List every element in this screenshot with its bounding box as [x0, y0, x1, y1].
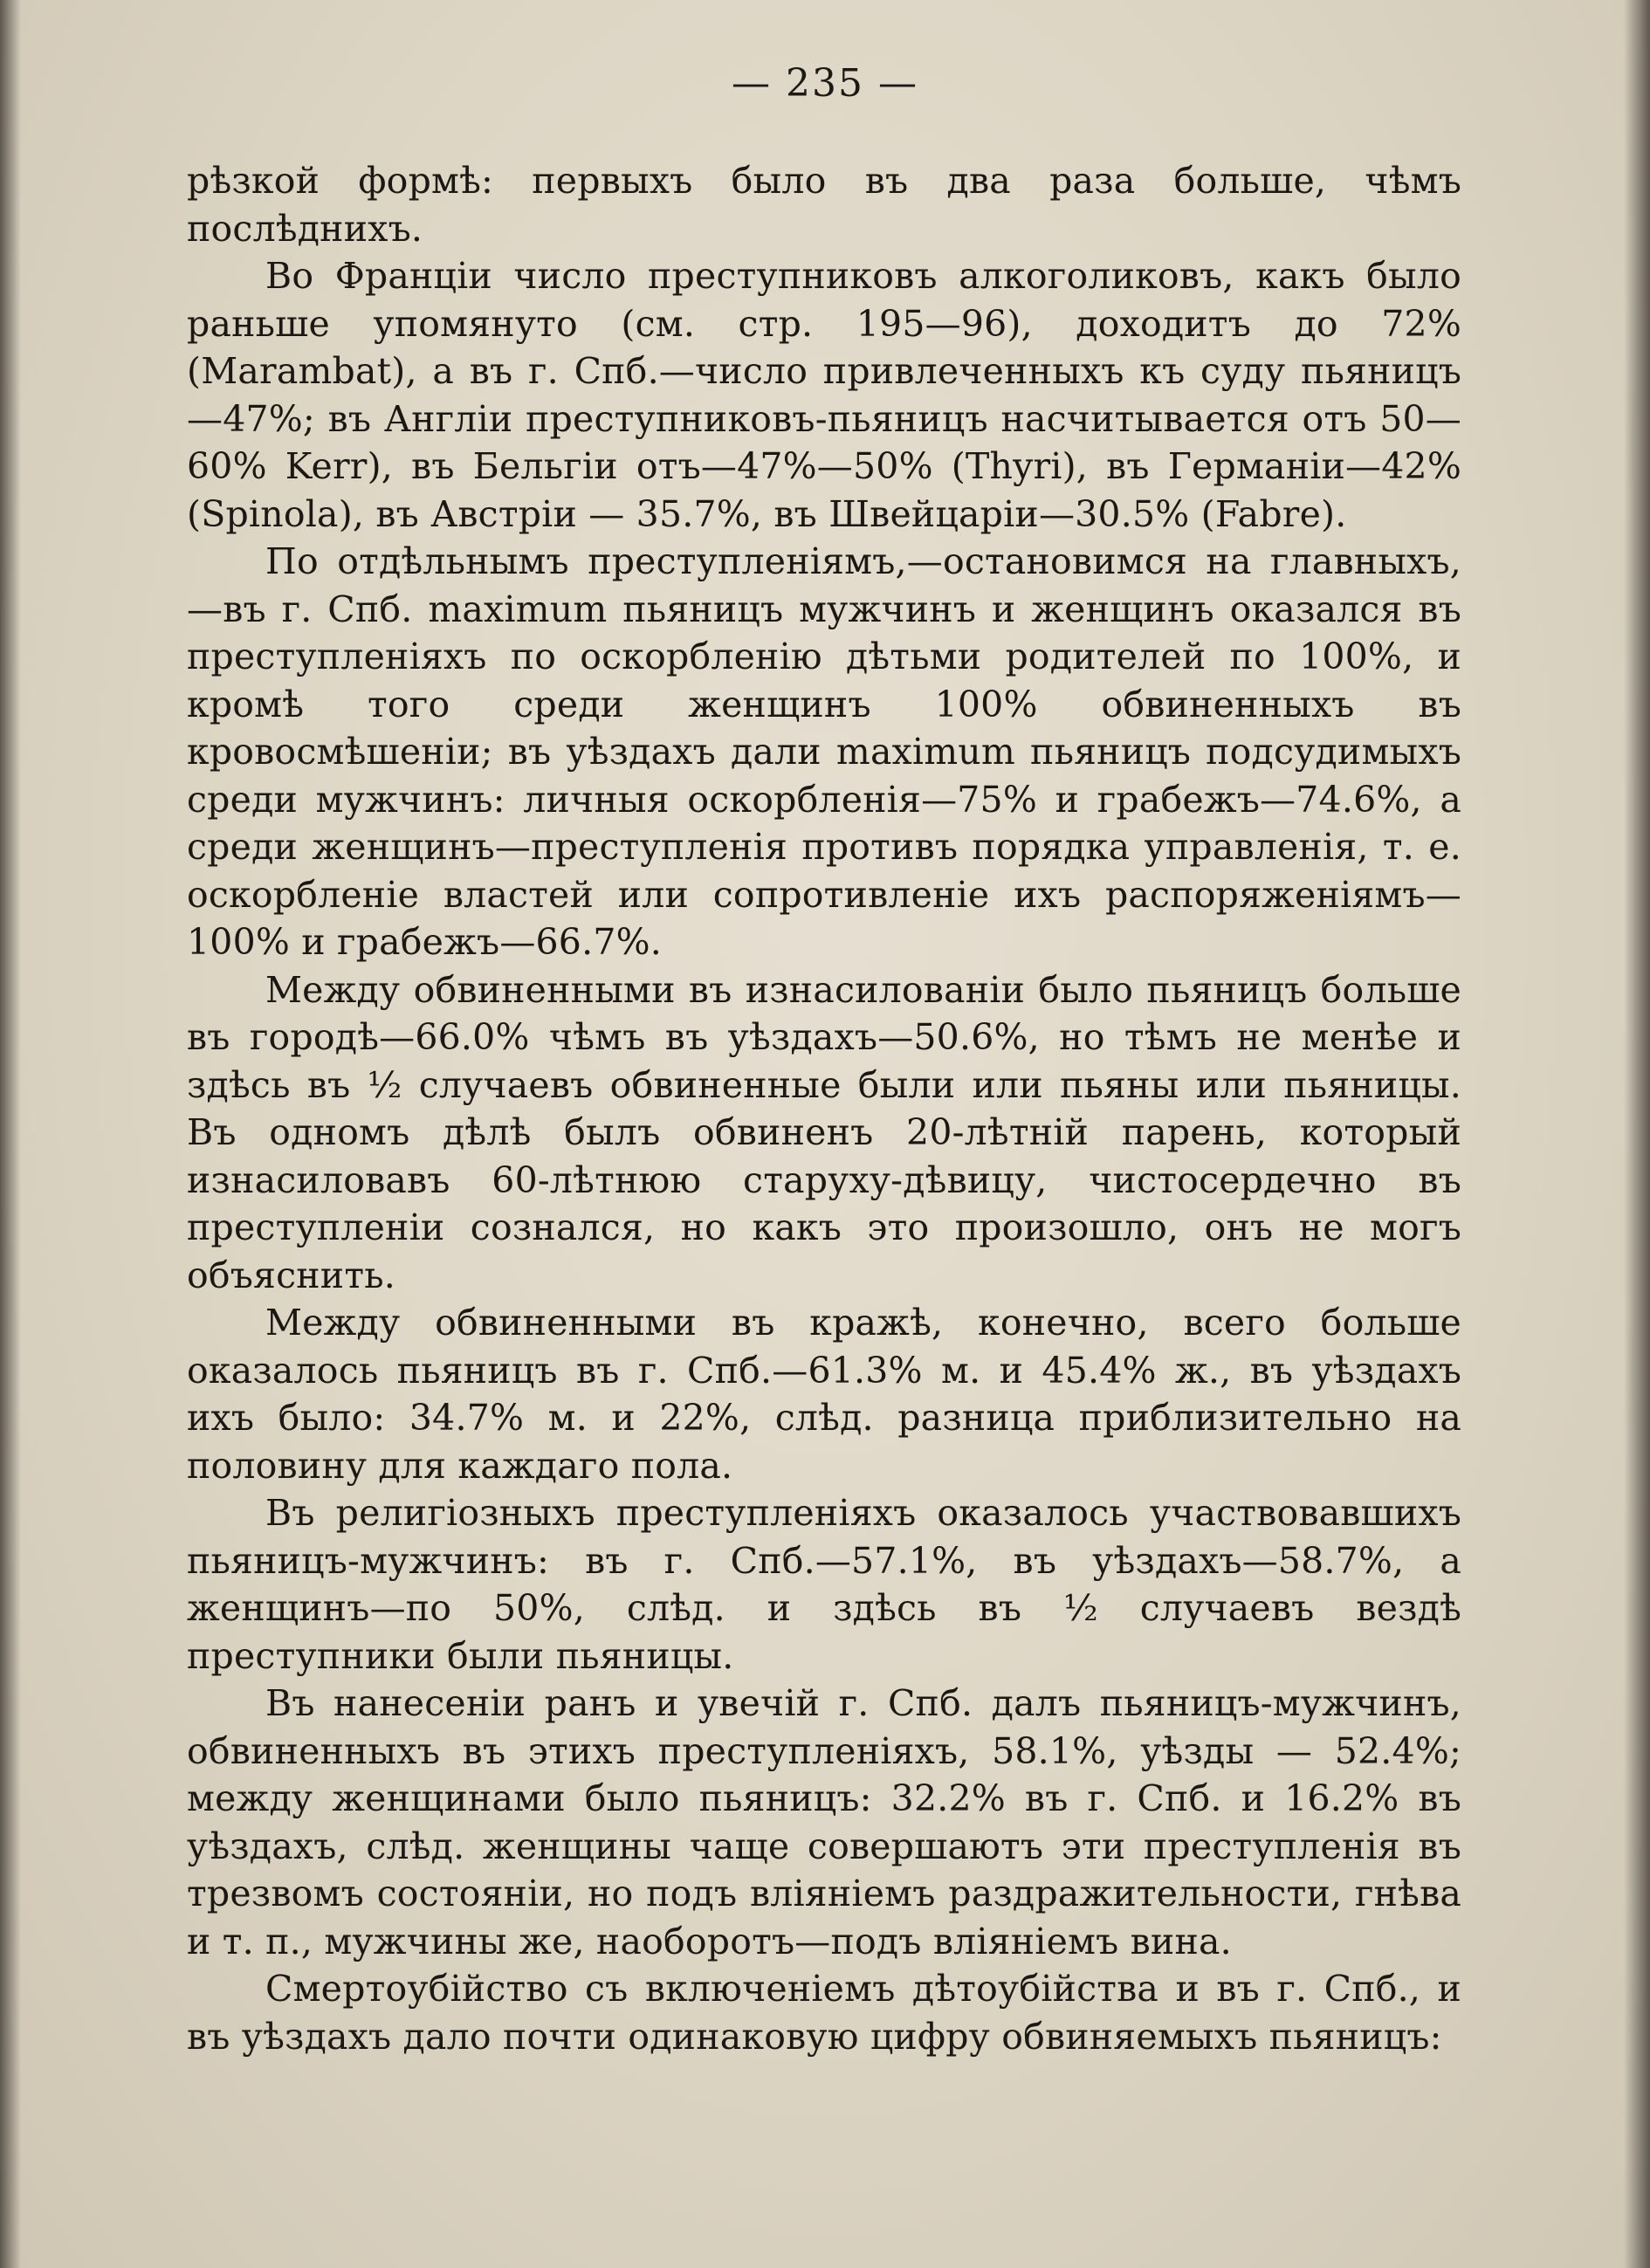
page-number: — 235 — [732, 61, 918, 106]
paragraph-1: рѣзкой формѣ: первыхъ было въ два раза больше, чѣмъ послѣднихъ. [187, 160, 1461, 250]
paragraph-4: Между обвиненными въ изнасилованіи было пьяницъ больше въ городѣ—66.0% чѣмъ въ уѣздахъ—50.6%, но тѣмъ не менѣе и здѣсь въ ½ случаевъ обвиненные были или пьяны или пьяницы. Въ одномъ дѣлѣ былъ обвиненъ 20-лѣтній парень, который изнасиловавъ 60-лѣтнюю старуху-дѣвицу, чистосердечно въ преступленіи сознался, но какъ это произошло, онъ не могъ объяснить. [187, 968, 1461, 1296]
paragraph-3: По отдѣльнымъ преступленіямъ,—остановимся на главныхъ,—въ г. Спб. maximum пьяницъ мужчинъ и женщинъ оказался въ преступленіяхъ по оскорбленію дѣтьми родителей по 100%, и кромѣ того среди женщинъ 100% обвиненныхъ въ кровосмѣшеніи; въ уѣздахъ дали maximum пьяницъ подсудимыхъ среди мужчинъ: личныя оскорбленія—75% и грабежъ—74.6%, а среди женщинъ—преступленія противъ порядка управленія, т. е. оскорбленіе властей или сопротивленіе ихъ распоряженіямъ—100% и грабежъ—66.7%. [187, 540, 1461, 963]
page-edge-shadow-left [0, 0, 21, 2268]
paragraph-8: Смертоубійство съ включеніемъ дѣтоубійства и въ г. Спб., и въ уѣздахъ дало почти одинаковую цифру обвиняемыхъ пьяницъ: [187, 1968, 1461, 2058]
paragraph-2: Во Франціи число преступниковъ алкоголиковъ, какъ было раньше упомянуто (см. стр. 195—96), доходитъ до 72% (Marambat), а въ г. Спб.—число привлеченныхъ къ суду пьяницъ—47%; въ Англіи преступниковъ-пьяницъ насчитывается отъ 50—60% Kerr), въ Бельгіи отъ—47%—50% (Thyri), въ Германіи—42% (Spinola), въ Австріи — 35.7%, въ Швейцаріи—30.5% (Fabre). [187, 255, 1461, 535]
body-text [187, 157, 1461, 2060]
page-edge-shadow-right [1624, 0, 1650, 2268]
paragraph-5: Между обвиненными въ кражѣ, конечно, всего больше оказалось пьяницъ въ г. Спб.—61.3% м. и 45.4% ж., въ уѣздахъ ихъ было: 34.7% м. и 22%, слѣд. разница приблизительно на половину для каждаго пола. [187, 1302, 1461, 1487]
paragraph-7: Въ нанесеніи ранъ и увечій г. Спб. далъ пьяницъ-мужчинъ, обвиненныхъ въ этихъ преступленіяхъ, 58.1%, уѣзды — 52.4%; между женщинами было пьяницъ: 32.2% въ г. Спб. и 16.2% въ уѣздахъ, слѣд. женщины чаще совершаютъ эти преступленія въ трезвомъ состояніи, но подъ вліяніемъ раздражительности, гнѣва и т. п., мужчины же, наоборотъ—подъ вліяніемъ вина. [187, 1682, 1461, 1962]
paragraph-6: Въ религіозныхъ преступленіяхъ оказалось участвовавшихъ пьяницъ-мужчинъ: въ г. Спб.—57.1%, въ уѣздахъ—58.7%, а женщинъ—по 50%, слѣд. и здѣсь въ ½ случаевъ вездѣ преступники были пьяницы. [187, 1492, 1461, 1677]
